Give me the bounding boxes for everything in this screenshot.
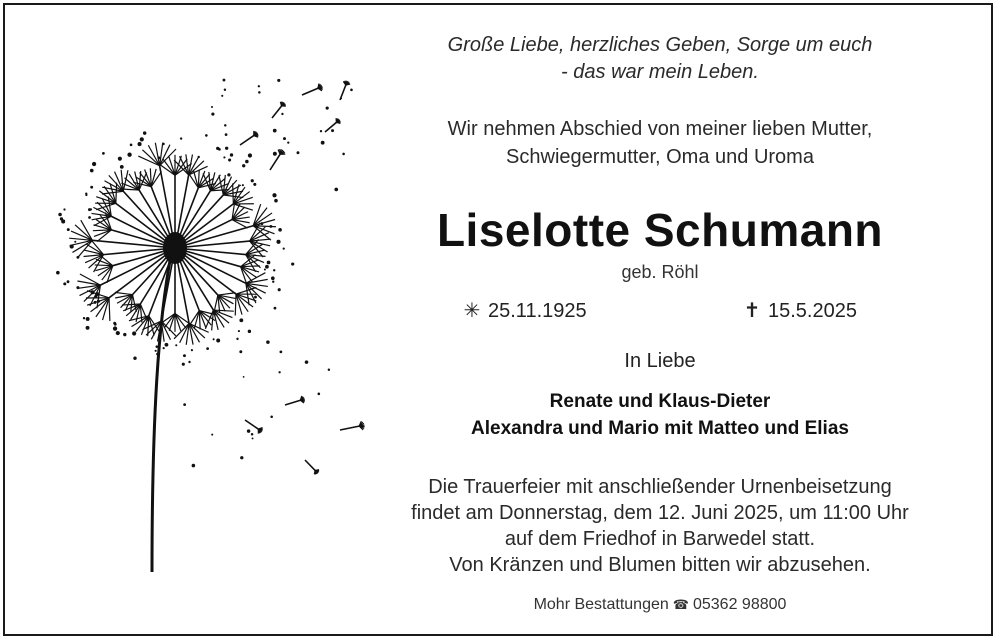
intro-line: Wir nehmen Abschied von meiner lieben Mutter,: [447, 118, 873, 140]
intro-line: Schwiegermutter, Oma und Uroma: [506, 146, 814, 168]
service-line: findet am Donnerstag, dem 12. Juni 2025, um 11:00 Uhr: [411, 502, 909, 524]
love-line: In Liebe: [624, 350, 696, 372]
mourner-line: Renate und Klaus-Dieter: [549, 391, 771, 412]
funeral-home-name: Mohr Bestattungen: [533, 596, 669, 613]
birth-date: [460, 298, 587, 323]
death-date-value: 15.5.2025: [768, 300, 857, 322]
cross-icon: ✝: [743, 300, 761, 322]
mourner-line: Alexandra und Mario mit Matteo und Elias: [471, 418, 849, 439]
service-line: Die Trauerfeier mit anschließender Urnenbeisetzung: [428, 476, 892, 498]
intro-text: [380, 115, 940, 171]
verse: [380, 32, 940, 86]
death-date: [740, 298, 857, 323]
birth-date-value: 25.11.1925: [488, 300, 587, 322]
service-info: [380, 474, 940, 578]
mourners: [380, 388, 940, 442]
service-line: auf dem Friedhof in Barwedel statt.: [504, 528, 816, 550]
star-icon: ✳: [463, 300, 481, 322]
verse-line: - das war mein Leben.: [561, 61, 759, 83]
service-line: Von Kränzen und Blumen bitten wir abzusehen.: [449, 554, 871, 576]
funeral-home: [380, 596, 940, 614]
verse-line: Große Liebe, herzliches Geben, Sorge um euch: [447, 34, 873, 56]
funeral-home-phone: 05362 98800: [692, 596, 787, 613]
telephone-icon: ☎: [672, 597, 689, 612]
dandelion-icon: [40, 60, 390, 580]
deceased-name: Liselotte Schumann: [436, 204, 884, 256]
maiden-name: geb. Röhl: [621, 262, 699, 282]
